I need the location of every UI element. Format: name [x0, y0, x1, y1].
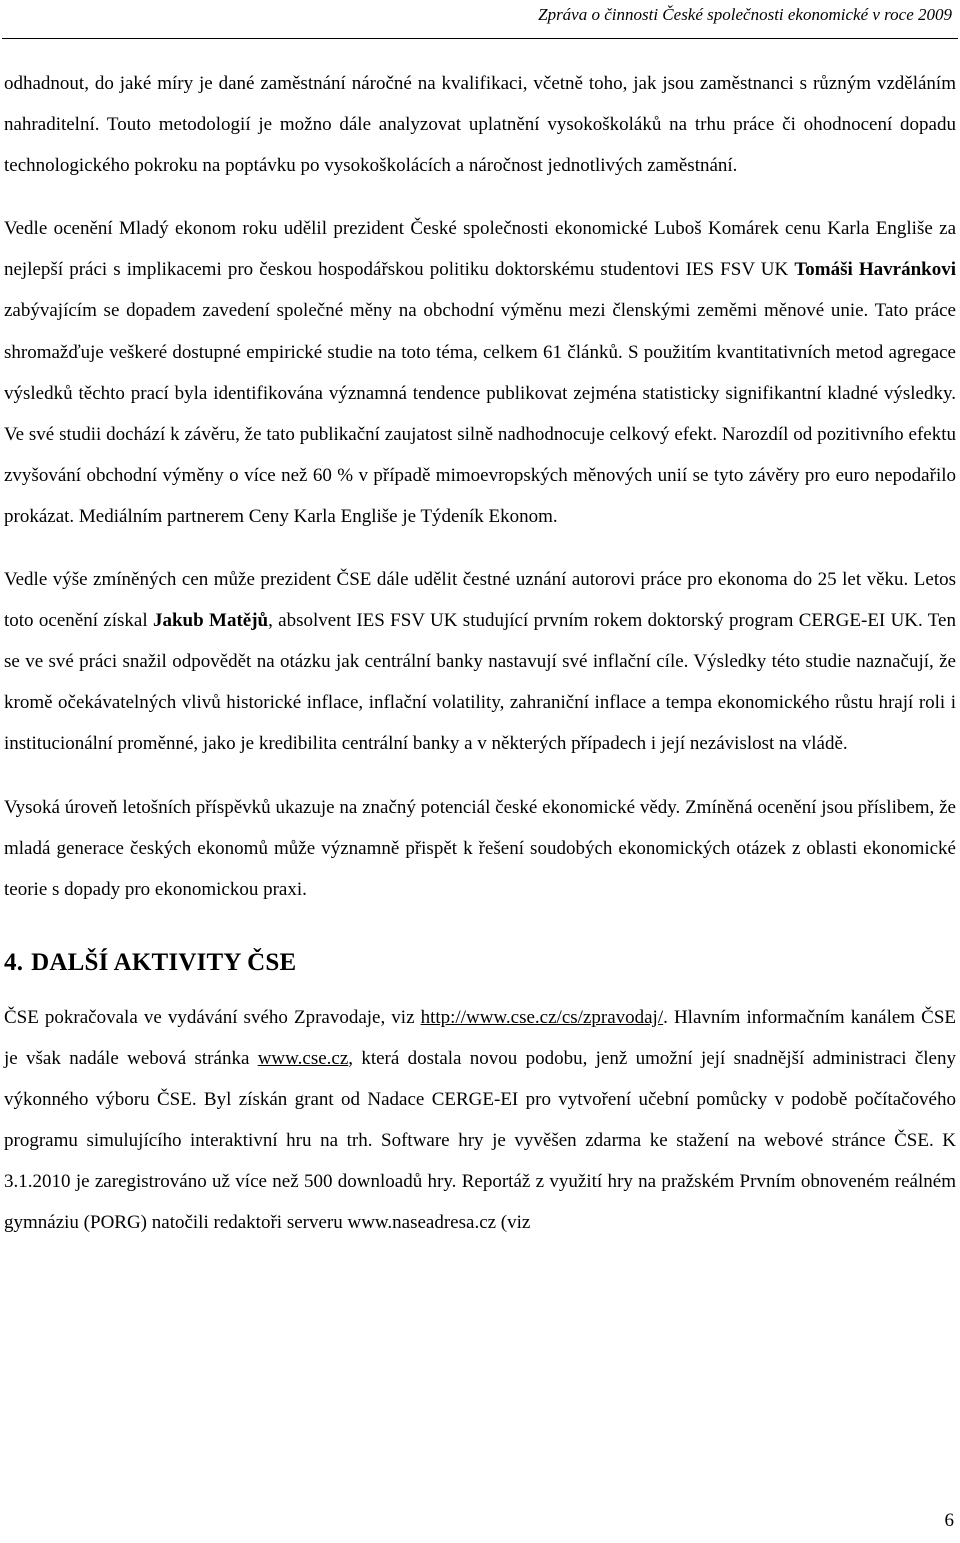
paragraph-text: Vedle výše zmíněných cen může prezident ČSE dále udělit čestné uznání autorovi práce pro ekonoma do 25 let věku. Letos toto ocenění získal [4, 569, 956, 632]
awardee-name: Tomáši Havránkovi [794, 259, 956, 281]
page-number: 6 [944, 1510, 954, 1531]
paragraph-text: , která dostala novou podobu, jenž umožní její snadnější administraci členy výkonného výboru ČSE. Byl získán grant od Nadace CERGE-EI pro vytvoření učební pomůcky v podobě počítačového programu simulujícího interaktivní hru na trh. Software hry je vyvěšen zdarma ke stažení na webové stránce ČSE. K 3.1.2010 je zaregistrováno už více než 500 downloadů hry. Reportáž z využití hry na pražském Prvním obnoveném reálném gymnáziu (PORG) natočili redaktoři serveru www.naseadresa.cz (viz [4, 1047, 956, 1234]
running-header: Zpráva o činnosti České společnosti ekonomické v roce 2009 [538, 5, 952, 24]
paragraph-conclusion [4, 787, 956, 910]
newsletter-link[interactable]: http://www.cse.cz/cs/zpravodaj/ [420, 1006, 664, 1028]
website-link[interactable]: www.cse.cz [257, 1047, 349, 1069]
paragraph-text: . Hlavním informačním kanálem ČSE je však nadále webová stránka [4, 1006, 956, 1069]
header-divider [2, 38, 958, 39]
paragraph-text: odhadnout, do jaké míry je dané zaměstnání náročné na kvalifikaci, včetně toho, jak jsou zaměstnanci s různým vzděláním nahraditelní. Touto metodologií je možno dále analyzovat uplatnění vysokoškoláků na trhu práce či ohodnocení dopadu technologického pokroku na poptávku po vysokoškolácích a náročnost jednotlivých zaměstnání. [4, 73, 956, 177]
paragraph-text: , absolvent IES FSV UK studující prvním rokem doktorský program CERGE-EI UK. Ten se ve své práci snažil odpovědět na otázku jak centrální banky nastavují své inflační cíle. Výsledky této studie naznačují, že kromě očekávatelných vlivů historické inflace, inflační volatility, zahraniční inflace a tempa ekonomického růstu hrají roli i institucionální proměnné, jako je kredibilita centrální banky a v některých případech i její nezávislost na vládě. [4, 610, 956, 755]
paragraph-text: Vedle ocenění Mladý ekonom roku udělil prezident České společnosti ekonomické Luboš Komárek cenu Karla Engliše za nejlepší práci s implikacemi pro českou hospodářskou politiku doktorskému studentovi IES FSV UK [4, 218, 956, 281]
paragraph-skills-methodology [4, 63, 956, 186]
section-heading [4, 947, 956, 979]
awardee-name: Jakub Matějů [152, 610, 269, 632]
paragraph-text: Vysoká úroveň letošních příspěvků ukazuje na značný potenciál české ekonomické vědy. Zmíněná ocenění jsou příslibem, že mladá generace českých ekonomů může významně přispět k řešení soudobých ekonomických otázek z oblasti ekonomické teorie s dopady pro ekonomickou praxi. [4, 796, 956, 900]
paragraph-other-activities [4, 997, 956, 1244]
paragraph-text: zabývajícím se dopadem zavedení společné měny na obchodní výměnu mezi členskými zeměmi měnové unie. Tato práce shromažďuje veškeré dostupné empirické studie na toto téma, celkem 61 článků. S použitím kvantitativních metod agregace výsledků těchto prací byla identifikována významná tendence publikovat zejména statisticky signifikantní kladné výsledky. Ve své studii dochází k závěru, že tato publikační zaujatost silně nadhodnocuje celkový efekt. Narozdíl od pozitivního efektu zvyšování obchodní výměny o více než 60 % v případě mimoevropských měnových unií se tyto závěry pro euro nepodařilo prokázat. Mediálním partnerem Ceny Karla Engliše je Týdeník Ekonom. [4, 300, 956, 527]
paragraph-text: ČSE pokračovala ve vydávání svého Zpravodaje, viz [4, 1006, 421, 1028]
section-number: 4. [4, 948, 24, 976]
paragraph-honorable-mention [4, 559, 956, 764]
paragraph-englis-prize [4, 208, 956, 537]
document-body [4, 63, 956, 1243]
section-title: DALŠÍ AKTIVITY ČSE [31, 948, 297, 976]
